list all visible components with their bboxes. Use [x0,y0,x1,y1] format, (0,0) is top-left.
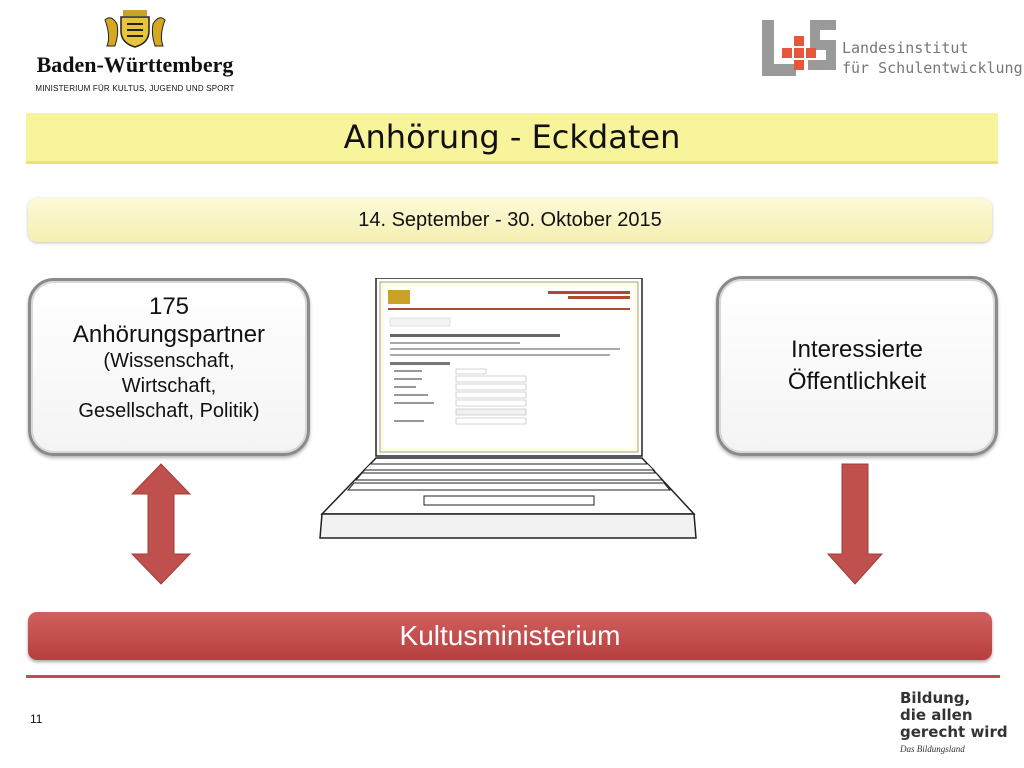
bildung-line: die allen [900,706,973,724]
double-arrow-icon [130,462,192,586]
partners-sub-list [31,349,307,424]
ls-logo-line2: für Schulentwicklung [842,59,1023,77]
bildung-line: Bildung, [900,689,971,707]
partners-count: 175 [148,293,190,320]
partners-sub-line: Wirtschaft, [121,375,217,397]
date-range-text: 14. September - 30. Oktober 2015 [358,208,662,231]
bildung-subline: Das Bildungsland [900,744,965,754]
ministry-bar [28,612,992,660]
down-arrow-icon [826,462,884,586]
coat-of-arms-icon [97,8,173,50]
page-title: Anhörung - Eckdaten [343,118,681,156]
bildung-logo [900,690,1015,754]
footer-divider [26,675,1000,678]
page-number: 11 [30,712,43,726]
public-box [716,276,998,456]
date-range-box [28,198,992,242]
public-label: Interessierte Öffentlichkeit [787,336,927,395]
partners-label: Anhörungspartner [72,321,266,348]
ls-logo-line1: Landesinstitut [842,39,969,57]
bildung-line: gerecht wird [900,723,1008,741]
laptop-icon [318,278,700,540]
ls-logo-text [842,38,1023,78]
title-bar [26,113,998,164]
bw-logo-name: Baden-Württemberg [36,52,234,77]
bw-logo-ministry: MINISTERIUM FÜR KULTUS, JUGEND UND SPORT [35,84,235,93]
bw-logo [20,8,250,98]
form-screenshot [384,286,634,448]
ministry-label: Kultusministerium [399,620,621,651]
partners-box [28,278,310,456]
ls-monogram-icon [760,16,838,86]
ls-logo [760,16,1023,86]
partners-sub-line: (Wissenschaft, [103,350,235,372]
partners-sub-line: Gesellschaft, Politik) [78,400,260,422]
